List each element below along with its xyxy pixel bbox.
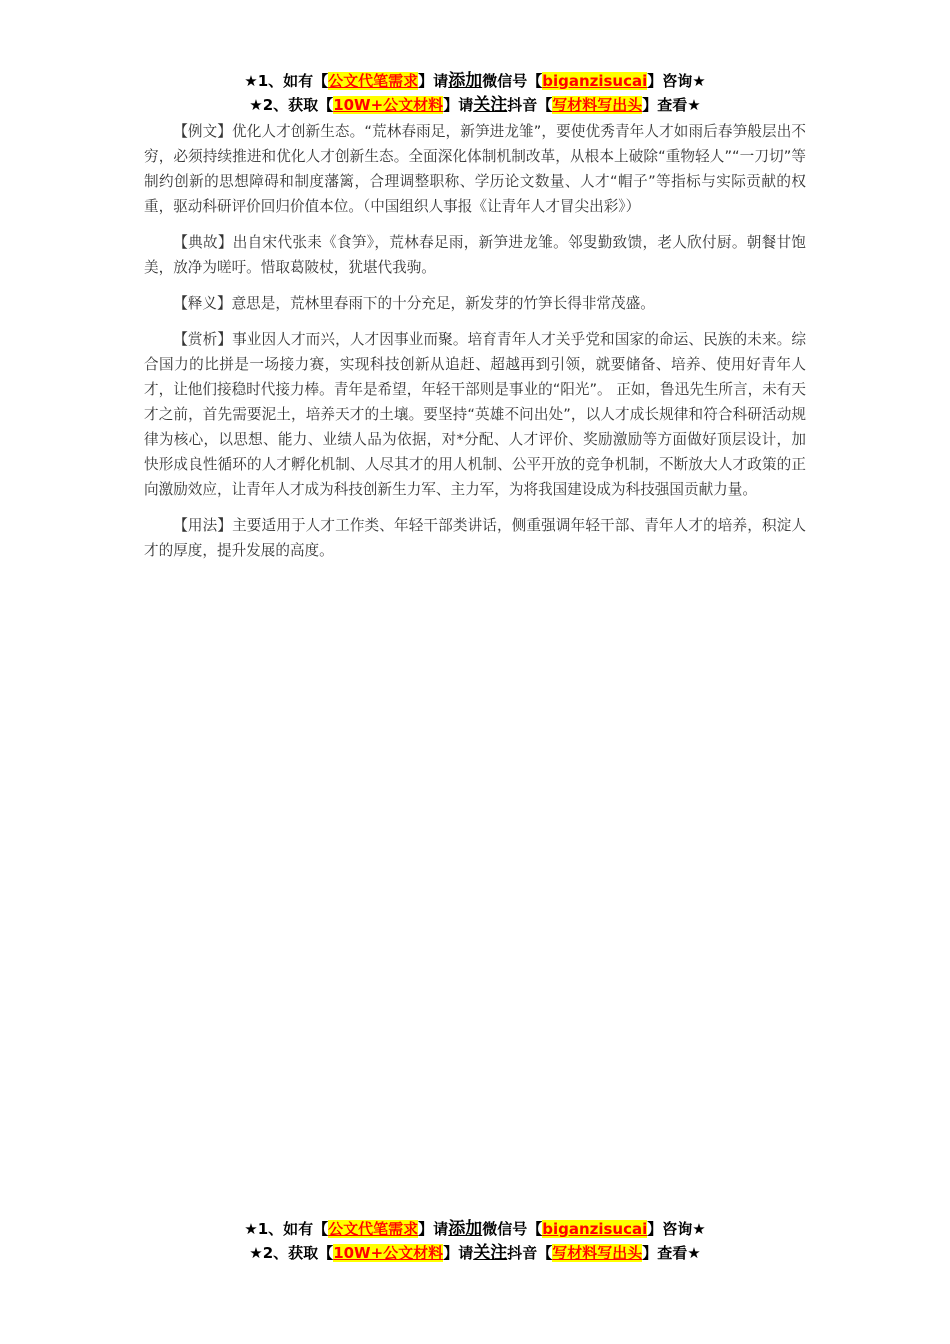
header-banner (0, 69, 950, 117)
banner-text: 抖音【 (507, 96, 553, 114)
banner-line-2 (0, 93, 950, 117)
highlight-douyin-account: 写材料写出头 (552, 1244, 643, 1262)
banner-text: 】咨询★ (647, 72, 706, 90)
paragraph-appreciation: 【赏析】事业因人才而兴，人才因事业而聚。培育青年人才关乎党和国家的命运、民族的未来。综合国力的比拼是一场接力赛，实现科技创新从追赶、超越再到引领，就要储备、培养、使用好青年人才，让他们接稳时代接力棒。青年是希望，年轻干部则是事业的“阳光”。 正如，鲁迅先生所言，未有天才之前，首先需要泥土，培养天才的土壤。要坚持“英雄不问出处”，以人才成长规律和符合科研活动规律为核心，以思想、能力、业绩人品为依据，对*分配、人才评价、奖励激励等方面做好顶层设计，加快形成良性循环的人才孵化机制、人尽其才的用人机制、公平开放的竞争机制，不断放大人才政策的正向激励效应，让青年人才成为科技创新生力军、主力军，为将我国建设成为科技强国贡献力量。 (144, 331, 806, 498)
paragraph-allusion: 【典故】出自宋代张耒《食笋》，荒林春足雨，新笋进龙雏。邻叟勤致馈，老人欣付厨。朝餐甘饱美，放净为嗟吁。惜取葛陂杖，犹堪代我驹。 (144, 234, 806, 276)
emphasis-follow: 关注 (473, 1243, 508, 1263)
highlight-wechat-id: biganzisucai (542, 1220, 648, 1238)
emphasis-add: 添加 (448, 71, 483, 91)
banner-text: 抖音【 (507, 1244, 553, 1262)
banner-text: 】查看★ (642, 96, 701, 114)
banner-text: ★1、如有【 (244, 72, 329, 90)
banner-text: 微信号【 (482, 72, 543, 90)
highlight-douyin-account: 写材料写出头 (552, 96, 643, 114)
paragraph-usage: 【用法】主要适用于人才工作类、年轻干部类讲话，侧重强调年轻干部、青年人才的培养，积淀人才的厚度，提升发展的高度。 (144, 517, 806, 559)
footer-banner (0, 1217, 950, 1265)
banner-line-2 (0, 1241, 950, 1265)
banner-line-1 (0, 69, 950, 93)
banner-text: 】请 (418, 72, 449, 90)
banner-text: 】请 (443, 1244, 474, 1262)
highlight-wechat-id: biganzisucai (542, 72, 648, 90)
paragraph-meaning: 【释义】意思是，荒林里春雨下的十分充足，新发芽的竹笋长得非常茂盛。 (173, 295, 655, 312)
emphasis-follow: 关注 (473, 95, 508, 115)
highlight-materials: 10W+公文材料 (333, 1244, 444, 1262)
banner-text: 】请 (418, 1220, 449, 1238)
document-body (144, 119, 806, 574)
banner-text: ★2、获取【 (249, 1244, 334, 1262)
highlight-materials: 10W+公文材料 (333, 96, 444, 114)
banner-text: ★1、如有【 (244, 1220, 329, 1238)
banner-text: 微信号【 (482, 1220, 543, 1238)
highlight-service: 公文代笔需求 (328, 1220, 419, 1238)
paragraph-example: 【例文】优化人才创新生态。“荒林春雨足，新笋进龙雏”，要使优秀青年人才如雨后春笋般层出不穷，必须持续推进和优化人才创新生态。全面深化体制机制改革，从根本上破除“重物轻人”“一刀切”等制约创新的思想障碍和制度藩篱，合理调整职称、学历论文数量、人才“帽子”等指标与实际贡献的权重，驱动科研评价回归价值本位。（中国组织人事报《让青年人才冒尖出彩》） (144, 123, 806, 215)
banner-text: ★2、获取【 (249, 96, 334, 114)
banner-line-1 (0, 1217, 950, 1241)
emphasis-add: 添加 (448, 1219, 483, 1239)
banner-text: 】请 (443, 96, 474, 114)
banner-text: 】咨询★ (647, 1220, 706, 1238)
banner-text: 】查看★ (642, 1244, 701, 1262)
highlight-service: 公文代笔需求 (328, 72, 419, 90)
